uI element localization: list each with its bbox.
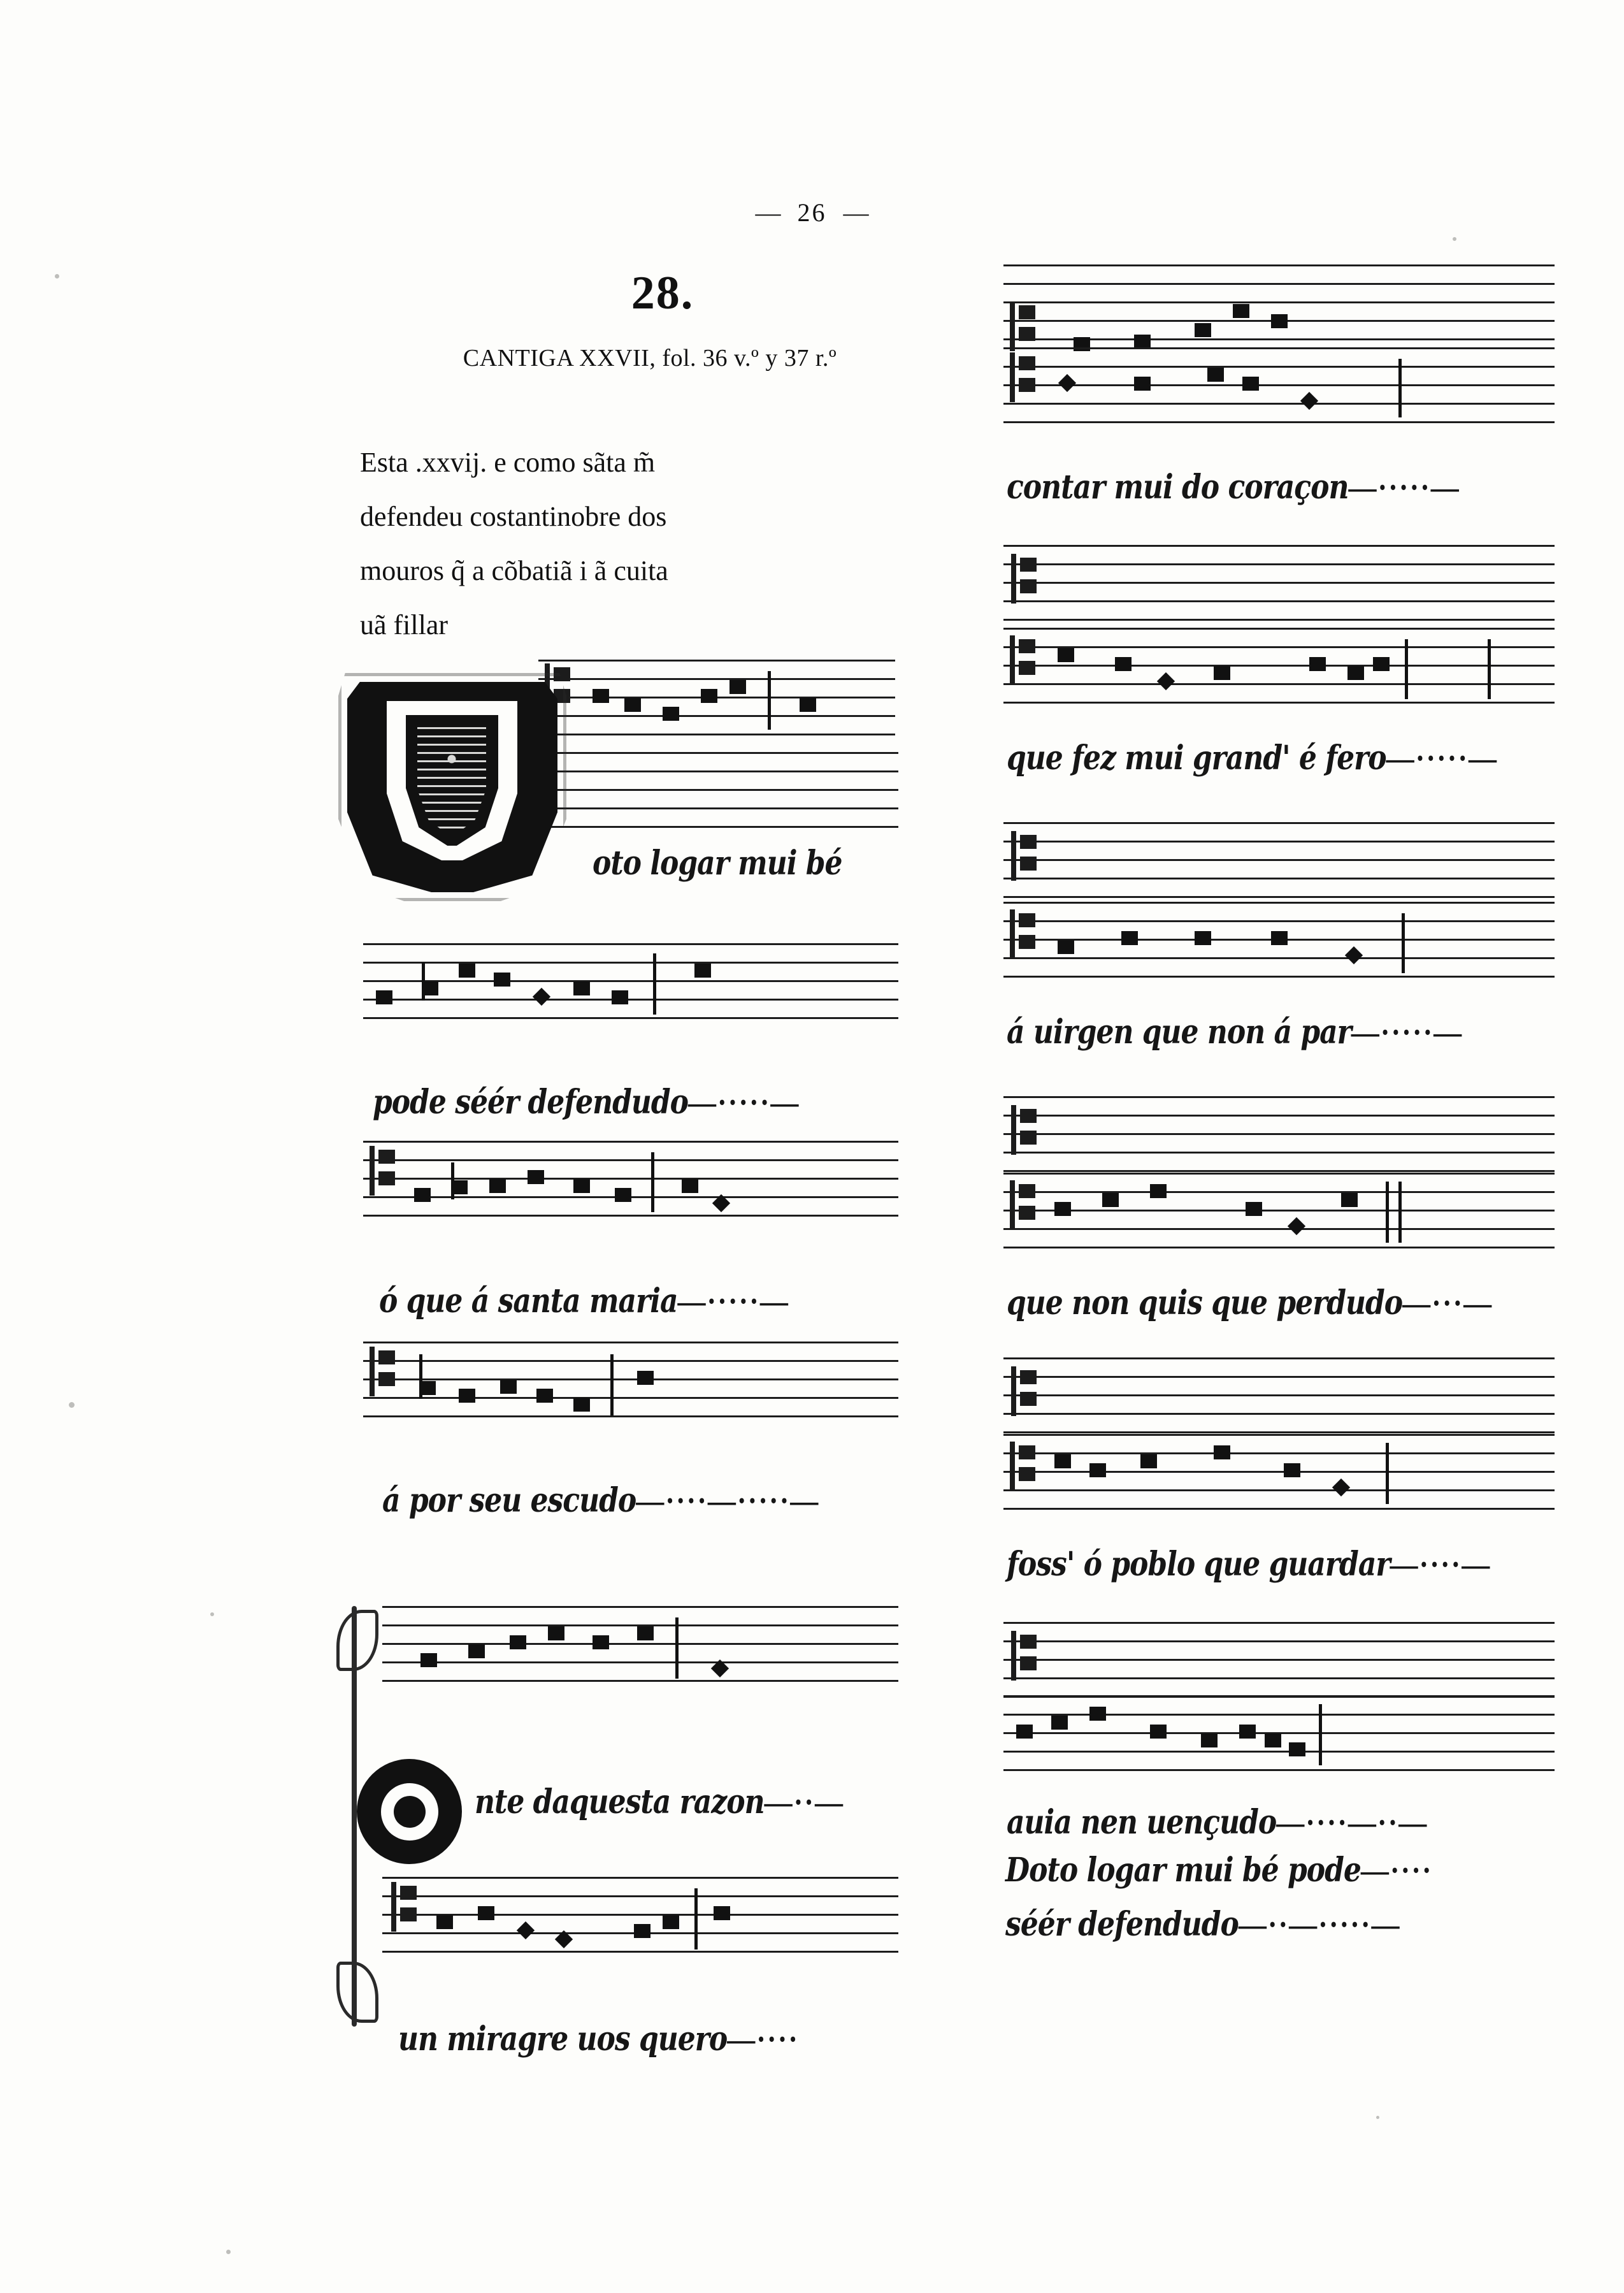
staff-line — [1003, 384, 1555, 386]
staff-line — [1003, 628, 1555, 630]
staff-line — [1003, 301, 1555, 303]
neume — [459, 964, 475, 978]
staff-line — [1003, 283, 1555, 285]
neume — [637, 1626, 654, 1640]
neume — [1207, 368, 1224, 382]
staff-line — [363, 1397, 898, 1399]
neume — [451, 1180, 468, 1194]
staff — [1003, 1434, 1555, 1510]
c-clef-icon — [1011, 1366, 1040, 1416]
barline — [1319, 1704, 1322, 1765]
staff-line — [1003, 1247, 1555, 1248]
staff-line — [1003, 702, 1555, 704]
neume — [682, 1179, 698, 1193]
staff-line — [1003, 665, 1555, 667]
staff — [1003, 1096, 1555, 1173]
neume — [436, 1915, 453, 1929]
neume — [533, 988, 550, 1006]
staff-line — [1003, 1431, 1555, 1433]
neume — [1134, 377, 1151, 391]
staff — [1003, 628, 1555, 704]
cantiga-reference: CANTIGA XXVII, fol. 36 v.º y 37 r.º — [463, 345, 837, 372]
staff-line — [1003, 1714, 1555, 1716]
scan-speck — [1376, 2116, 1379, 2119]
c-clef-icon — [1011, 1105, 1040, 1155]
staff-line — [1003, 600, 1555, 602]
neume — [1195, 323, 1211, 337]
c-clef-icon — [1010, 352, 1039, 402]
staff — [363, 1141, 898, 1217]
c-clef-icon — [370, 1146, 399, 1196]
right-system-4b — [1003, 1173, 1555, 1249]
staff-line — [538, 660, 895, 662]
neume — [1058, 940, 1074, 954]
staff-line — [1003, 1133, 1555, 1135]
neume — [1239, 1725, 1256, 1739]
left-system-4 — [363, 1342, 898, 1418]
refrain-line: Doto logar mui bé pode—···· — [1005, 1851, 1433, 1890]
neume — [593, 689, 609, 703]
neume — [1242, 377, 1259, 391]
neume — [1121, 931, 1138, 945]
staff-line — [1003, 1471, 1555, 1473]
neume — [1134, 335, 1151, 349]
folio-number: 26 — [797, 198, 827, 227]
scan-speck — [55, 274, 59, 278]
neume — [1016, 1725, 1033, 1739]
staff-line — [382, 1643, 898, 1645]
staff-line — [382, 1606, 898, 1608]
c-clef-icon — [1010, 635, 1039, 685]
neume — [1054, 1202, 1071, 1216]
staff-line — [382, 1680, 898, 1682]
neume — [414, 1188, 431, 1202]
staff-line — [1003, 582, 1555, 584]
neume — [478, 1906, 494, 1920]
staff-line — [382, 1914, 898, 1916]
neume — [548, 1626, 564, 1640]
lyric-line: á uirgen que non á par—·····— — [1007, 1013, 1463, 1052]
barline — [653, 953, 656, 1015]
neume — [1309, 657, 1326, 671]
neume — [1300, 392, 1318, 410]
neume — [1201, 1733, 1218, 1747]
lyric-line: foss' ó poblo que guardar—····— — [1007, 1545, 1491, 1584]
neume — [1051, 1716, 1068, 1730]
staff-line — [1003, 1489, 1555, 1491]
lyric-line: ó que á santa maria—·····— — [379, 1282, 789, 1321]
neume — [536, 1389, 553, 1403]
right-system-4 — [1003, 1096, 1555, 1173]
neume — [376, 990, 392, 1004]
barline — [610, 1354, 614, 1415]
neume — [663, 1915, 679, 1929]
scan-speck — [226, 2250, 231, 2254]
neume — [1058, 648, 1074, 662]
c-clef-icon — [1010, 301, 1039, 351]
staff — [1003, 264, 1555, 341]
c-clef-icon — [391, 1882, 420, 1932]
scan-speck — [1453, 237, 1456, 241]
staff — [1003, 1357, 1555, 1434]
staff — [538, 660, 895, 736]
neume — [694, 964, 711, 978]
staff-line — [538, 734, 895, 735]
staff-line — [1003, 421, 1555, 423]
neume — [1246, 1202, 1262, 1216]
rubric-line: defendeu costantinobre dos — [360, 501, 667, 532]
neume — [573, 981, 590, 995]
staff-line — [363, 962, 898, 964]
staff-line — [1003, 902, 1555, 904]
lyric-line: un miragre uos quero—···· — [398, 2020, 799, 2059]
folio-header — [0, 198, 1624, 228]
staff-line — [382, 1661, 898, 1663]
staff-line — [1003, 347, 1555, 349]
neume — [1347, 666, 1364, 680]
staff — [382, 1606, 898, 1682]
folio-dash-left: — — [755, 198, 781, 227]
left-system-2 — [363, 943, 898, 1020]
staff-line — [1003, 920, 1555, 922]
staff-line — [1003, 1659, 1555, 1661]
neume — [573, 1179, 590, 1193]
staff-line — [363, 1360, 898, 1362]
lyric-line: á por seu escudo—····—·····— — [382, 1482, 820, 1521]
neume — [1115, 657, 1132, 671]
staff-line — [1003, 1173, 1555, 1175]
staff-line — [1003, 1769, 1555, 1771]
staff-line — [363, 1141, 898, 1143]
neume — [1102, 1193, 1119, 1207]
neume — [468, 1644, 485, 1658]
staff-line — [1003, 563, 1555, 565]
staff-line — [1003, 403, 1555, 405]
neume — [663, 707, 679, 721]
staff-line — [1003, 1115, 1555, 1117]
barline — [1398, 1182, 1402, 1243]
staff-line — [1003, 859, 1555, 861]
neume — [701, 689, 717, 703]
lyric-line: contar mui do coraçon—·····— — [1007, 468, 1460, 507]
staff-line — [1003, 1210, 1555, 1212]
staff-line — [363, 1159, 898, 1161]
staff-line — [363, 999, 898, 1001]
illuminated-initial-o — [357, 1759, 462, 1864]
staff-line — [363, 1342, 898, 1343]
neume — [517, 1921, 535, 1939]
staff-line — [1003, 1170, 1555, 1172]
staff-line — [1003, 822, 1555, 824]
staff — [363, 1342, 898, 1418]
neume — [800, 698, 816, 712]
staff-line — [363, 980, 898, 982]
staff-line — [1003, 1622, 1555, 1624]
staff-line — [363, 1415, 898, 1417]
staff-line — [363, 1178, 898, 1180]
neume — [422, 981, 438, 995]
right-system-3b — [1003, 902, 1555, 978]
staff — [1003, 1173, 1555, 1249]
staff-line — [1003, 1152, 1555, 1154]
neume — [500, 1380, 517, 1394]
staff-line — [1003, 976, 1555, 978]
lyric-line: oto logar mui bé — [593, 844, 842, 883]
right-system-5b — [1003, 1434, 1555, 1510]
lyric-line: que non quis que perdudo—···— — [1007, 1284, 1493, 1323]
neume — [1089, 1463, 1106, 1477]
neume — [1332, 1479, 1350, 1496]
neume — [634, 1924, 650, 1938]
neume — [1214, 1445, 1230, 1459]
c-clef-icon — [1010, 1180, 1039, 1230]
staff — [382, 1877, 898, 1953]
staff-line — [1003, 1508, 1555, 1510]
staff-line — [1003, 841, 1555, 843]
lyric-line: auia nen uençudo—····—··— — [1007, 1804, 1428, 1842]
neume — [489, 1179, 506, 1193]
piece-number: 28. — [631, 267, 694, 319]
neume — [1271, 314, 1288, 328]
right-system-2b — [1003, 628, 1555, 704]
c-clef-icon — [1010, 909, 1039, 959]
neume — [573, 1398, 590, 1412]
staff-line — [363, 1215, 898, 1217]
neume — [1157, 672, 1175, 690]
barline — [694, 1888, 698, 1949]
neume — [419, 1381, 436, 1395]
staff-line — [363, 943, 898, 945]
neume — [624, 698, 641, 712]
staff-line — [538, 678, 895, 680]
staff — [363, 943, 898, 1020]
neume — [420, 1653, 437, 1667]
neume — [528, 1170, 544, 1184]
c-clef-icon — [370, 1347, 399, 1396]
scan-speck — [69, 1402, 75, 1408]
scan-speck — [210, 1612, 214, 1616]
right-system-1 — [1003, 264, 1555, 341]
neume — [510, 1635, 526, 1649]
refrain-line: séér defendudo—··—·····— — [1005, 1906, 1401, 1944]
neume — [1089, 1707, 1106, 1721]
staff-line — [1003, 1096, 1555, 1098]
rubric-line: uã fillar — [360, 609, 449, 640]
staff-line — [1003, 1434, 1555, 1436]
c-clef-icon — [1010, 1442, 1039, 1491]
neume — [494, 973, 510, 987]
neume — [1341, 1193, 1358, 1207]
staff — [1003, 347, 1555, 424]
staff-line — [1003, 545, 1555, 547]
staff-line — [1003, 1413, 1555, 1415]
lyric-line: pode séér defendudo—·····— — [373, 1083, 800, 1122]
rubric-block — [360, 446, 908, 663]
barline — [1488, 639, 1491, 699]
staff-line — [1003, 896, 1555, 898]
neume — [612, 990, 628, 1004]
barline — [1402, 913, 1405, 973]
staff — [1003, 1622, 1555, 1698]
neume — [1284, 1463, 1300, 1477]
staff-line — [1003, 683, 1555, 685]
neume — [1140, 1454, 1157, 1468]
staff-line — [538, 715, 895, 717]
neume — [1289, 1742, 1305, 1756]
left-system-3 — [363, 1141, 898, 1217]
staff-line — [1003, 1751, 1555, 1753]
neume — [1373, 657, 1390, 671]
staff-line — [1003, 646, 1555, 648]
neume — [1345, 946, 1363, 964]
lyric-line: que fez mui grand' é fero—·····— — [1007, 739, 1498, 778]
left-system-1 — [538, 660, 895, 736]
neume — [1054, 1454, 1071, 1468]
neume — [1150, 1184, 1167, 1198]
right-system-2 — [1003, 545, 1555, 621]
folio-dash-right: — — [843, 198, 869, 227]
neume — [1214, 666, 1230, 680]
neume — [615, 1188, 631, 1202]
staff-line — [1003, 1376, 1555, 1378]
staff-line — [1003, 878, 1555, 879]
neume — [1271, 931, 1288, 945]
staff-line — [1003, 366, 1555, 368]
staff-line — [382, 1877, 898, 1879]
lyric-line: nte daquesta razon—··— — [475, 1783, 844, 1822]
left-system-5 — [382, 1606, 898, 1682]
staff-line — [1003, 1394, 1555, 1396]
staff-line — [1003, 264, 1555, 266]
staff-line — [363, 1378, 898, 1380]
right-system-5 — [1003, 1357, 1555, 1434]
neume — [1288, 1217, 1305, 1235]
neume — [1233, 304, 1249, 318]
barline — [651, 1152, 654, 1212]
neume — [1058, 374, 1076, 392]
right-system-6 — [1003, 1622, 1555, 1698]
barline — [1398, 359, 1402, 417]
rubric-line: Esta .xxvij. e como sãta m̃ — [360, 447, 656, 478]
right-system-1b — [1003, 347, 1555, 424]
barline — [768, 671, 771, 730]
staff-line — [1003, 1357, 1555, 1359]
neume — [1265, 1733, 1281, 1747]
staff-line — [1003, 1640, 1555, 1642]
barline — [675, 1617, 679, 1679]
neume — [1195, 931, 1211, 945]
right-system-6b — [1003, 1695, 1555, 1772]
staff-line — [1003, 619, 1555, 621]
staff-line — [1003, 1228, 1555, 1230]
barline — [1386, 1443, 1389, 1504]
staff-line — [382, 1951, 898, 1953]
c-clef-icon — [1011, 1631, 1040, 1681]
left-system-6 — [382, 1877, 898, 1953]
neume — [714, 1906, 730, 1920]
c-clef-icon — [1011, 554, 1040, 604]
neume — [459, 1389, 475, 1403]
right-system-3 — [1003, 822, 1555, 899]
staff-line — [1003, 1452, 1555, 1454]
neume — [637, 1371, 654, 1385]
neume — [593, 1635, 609, 1649]
staff — [1003, 822, 1555, 899]
barline — [1405, 639, 1408, 699]
barline — [1386, 1182, 1389, 1243]
staff-line — [1003, 957, 1555, 959]
c-clef-icon — [1011, 831, 1040, 881]
staff — [1003, 545, 1555, 621]
staff-line — [1003, 1191, 1555, 1193]
staff — [1003, 1695, 1555, 1772]
neume — [1150, 1725, 1167, 1739]
illuminated-initial-u — [347, 682, 557, 892]
neume — [729, 680, 746, 694]
rubric-line: mouros q̃ a cõbatiã i ã cuita — [360, 555, 668, 586]
staff-line — [1003, 1677, 1555, 1679]
staff-line — [382, 1895, 898, 1897]
staff — [1003, 902, 1555, 978]
staff-line — [1003, 1695, 1555, 1697]
staff-line — [363, 1017, 898, 1019]
